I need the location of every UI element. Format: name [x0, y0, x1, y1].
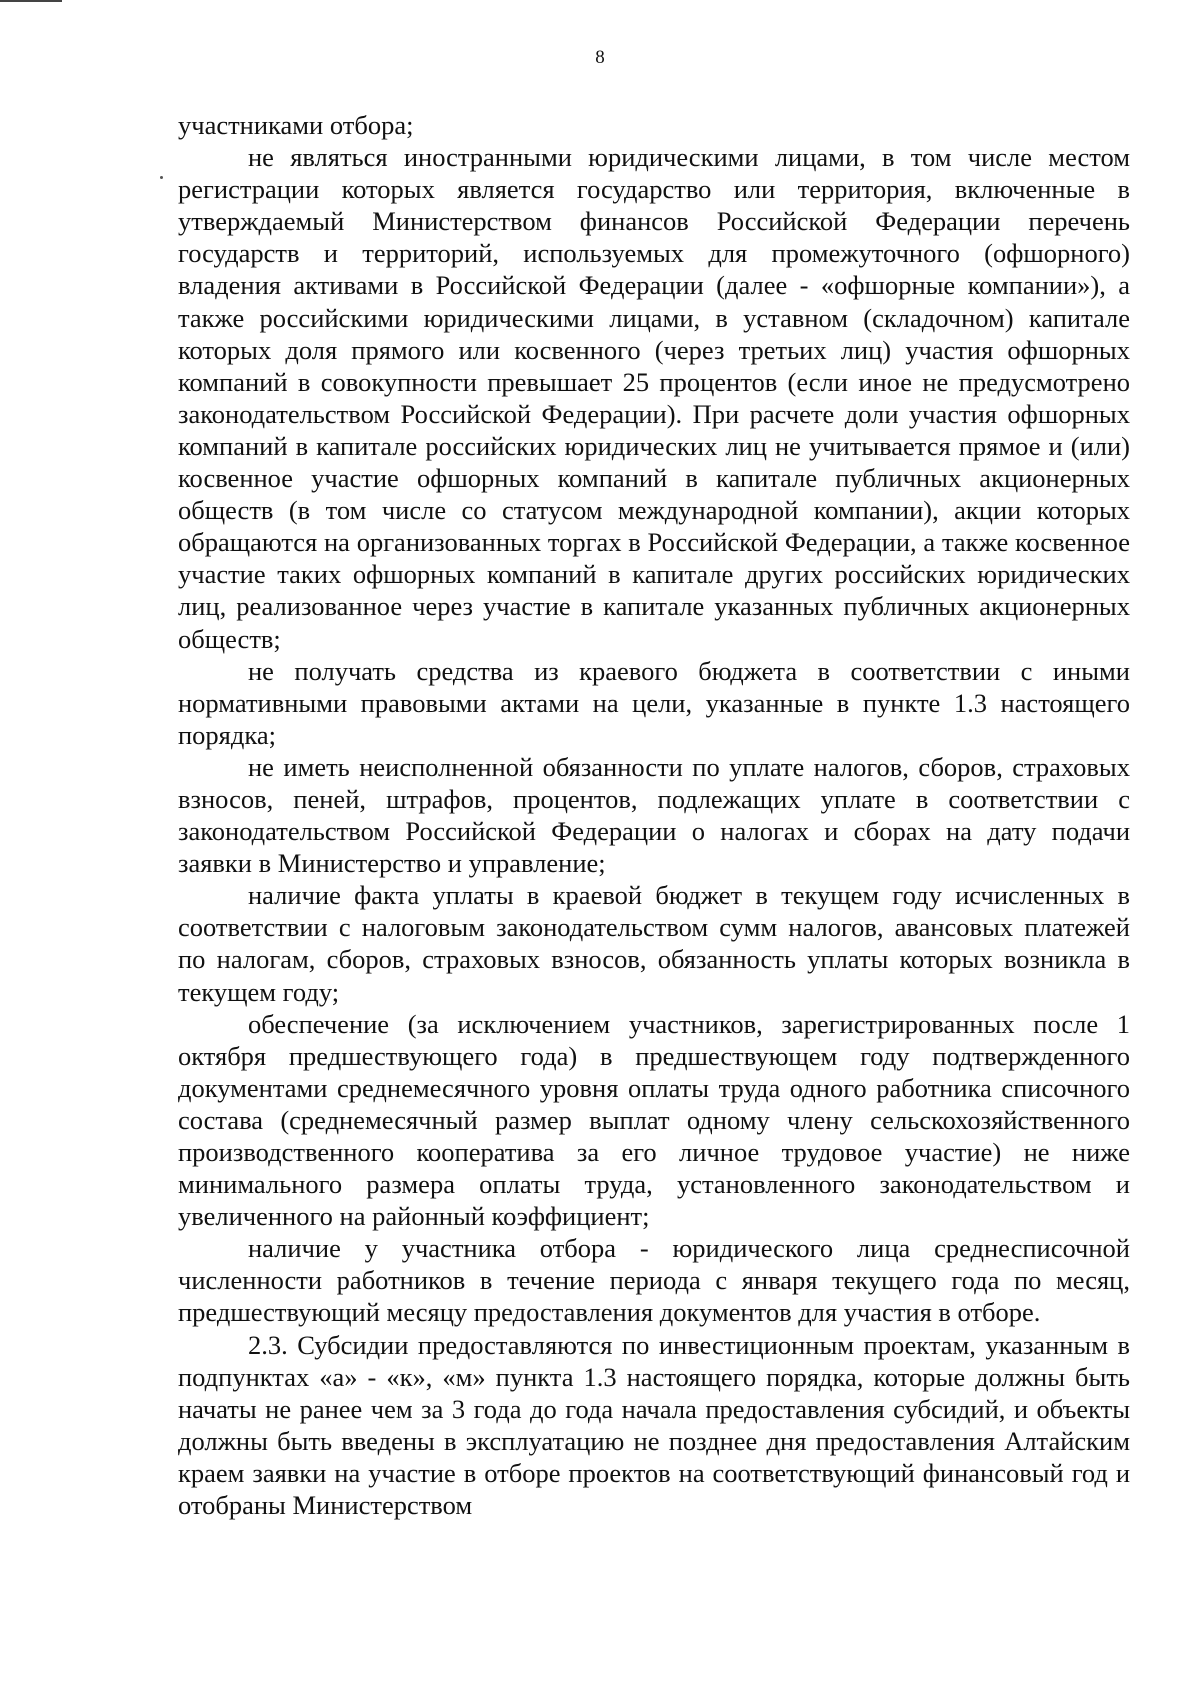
paragraph-6: обеспечение (за исключением участников, зарегистрированных после 1 октября предшествующего года) в предшествующем году подтвержденного документами среднемесячного уровня оплаты труда одного работника списочного состава (среднемесячный размер выплат одному члену сельскохозяйственного производственного кооператива за его личное трудовое участие) не ниже минимального размера оплаты труда, установленного законодательством и увеличенного на районный коэффициент;: [178, 1008, 1130, 1232]
paragraph-3: не получать средства из краевого бюджета в соответствии с иными нормативными правовыми актами на цели, указанные в пункте 1.3 настоящего порядка;: [178, 655, 1130, 750]
paragraph-4: не иметь неисполненной обязанности по уплате налогов, сборов, страховых взносов, пеней, штрафов, процентов, подлежащих уплате в соответствии с законодательством Российской Федерации о налогах и сборах на дату подачи заявки в Министерство и управление;: [178, 751, 1130, 879]
page-number: 8: [595, 47, 605, 68]
paragraph-7: наличие у участника отбора - юридического лица среднесписочной численности работников в течение периода с января текущего года по месяц, предшествующий месяцу предоставления документов для участия в отборе.: [178, 1233, 1130, 1328]
paragraph-2: не являться иностранными юридическими лицами, в том числе местом регистрации которых является государство или территория, включенные в утверждаемый Министерством финансов Российской Федерации перечень государств и территорий, используемых для промежуточного (офшорного) владения активами в Российской Федерации (далее - «офшорные компании»), а также российскими юридическими лицами, в уставном (складочном) капитале которых доля прямого или косвенного (через третьих лиц) участия офшорных компаний в совокупности превышает 25 процентов (если иное не предусмотрено законодательством Российской Федерации). При расчете доли участия офшорных компаний в капитале российских юридических лиц не учитывается прямое и (или) косвенное участие офшорных компаний в капитале публичных акционерных обществ (в том числе со статусом международной компании), акции которых обращаются на организованных торгах в Российской Федерации, а также косвенное участие таких офшорных компаний в капитале других российских юридических лиц, реализованное через участие в капитале указанных публичных акционерных обществ;: [178, 142, 1130, 654]
scan-speck: [160, 176, 163, 179]
document-body: [178, 109, 1130, 1521]
paragraph-1: участниками отбора;: [178, 110, 414, 140]
scan-edge-mark: [0, 0, 62, 2]
paragraph-8: 2.3. Субсидии предоставляются по инвестиционным проектам, указанным в подпунктах «а» - «к», «м» пункта 1.3 настоящего порядка, которые должны быть начаты не ранее чем за 3 года до года начала предоставления субсидий, и объекты должны быть введены в эксплуатацию не позднее дня предоставления Алтайским краем заявки на участие в отборе проектов на соответствующий финансовый год и отобраны Министерством: [178, 1329, 1130, 1521]
paragraph-5: наличие факта уплаты в краевой бюджет в текущем году исчисленных в соответствии с налоговым законодательством сумм налогов, авансовых платежей по налогам, сборов, страховых взносов, обязанность уплаты которых возникла в текущем году;: [178, 880, 1130, 1007]
